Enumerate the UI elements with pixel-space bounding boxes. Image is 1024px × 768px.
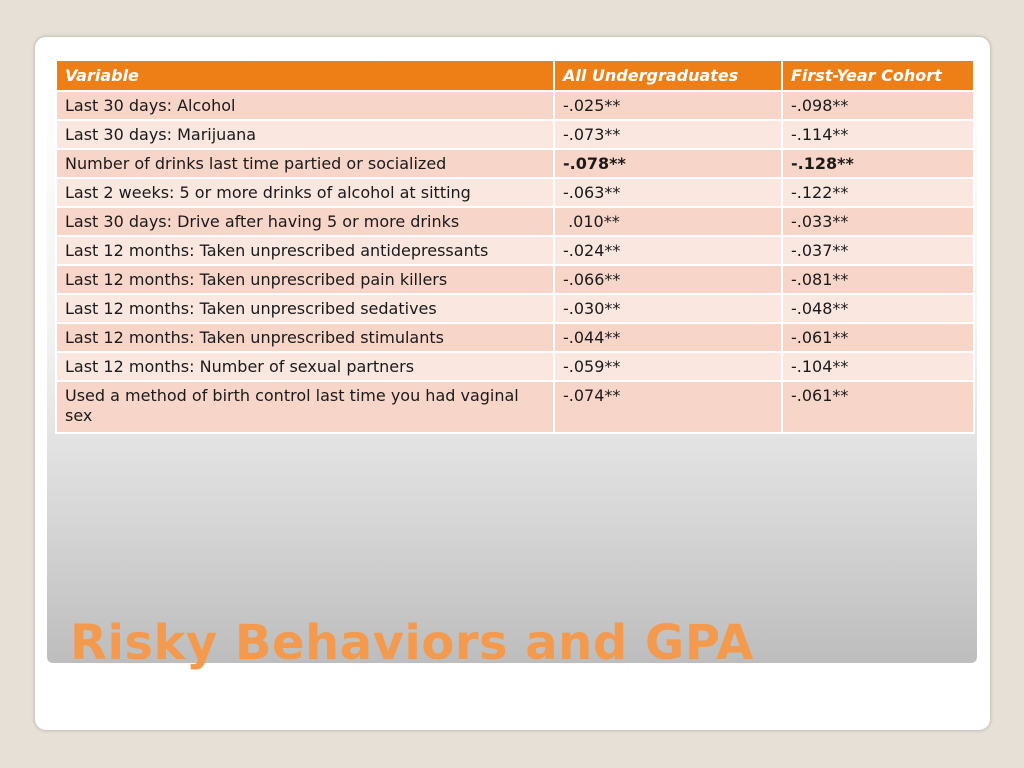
- cell-all-undergraduates: -.030**: [554, 294, 782, 323]
- cell-variable: Last 12 months: Number of sexual partners: [56, 352, 554, 381]
- cell-first-year-cohort: -.061**: [782, 381, 974, 433]
- header-variable: Variable: [56, 60, 554, 91]
- cell-all-undergraduates: -.073**: [554, 120, 782, 149]
- cell-variable: Last 12 months: Taken unprescribed sedatives: [56, 294, 554, 323]
- table-row: [56, 149, 974, 178]
- data-table: [55, 59, 975, 434]
- table-row: [56, 294, 974, 323]
- cell-all-undergraduates: -.044**: [554, 323, 782, 352]
- cell-variable: Last 30 days: Alcohol: [56, 91, 554, 120]
- cell-all-undergraduates: -.024**: [554, 236, 782, 265]
- cell-variable: Last 12 months: Taken unprescribed stimulants: [56, 323, 554, 352]
- cell-first-year-cohort: -.033**: [782, 207, 974, 236]
- cell-first-year-cohort: -.128**: [782, 149, 974, 178]
- cell-variable: Last 2 weeks: 5 or more drinks of alcohol at sitting: [56, 178, 554, 207]
- table-header-row: [56, 60, 974, 91]
- cell-first-year-cohort: -.081**: [782, 265, 974, 294]
- cell-variable: Used a method of birth control last time you had vaginal sex: [56, 381, 554, 433]
- table-row: [56, 178, 974, 207]
- cell-all-undergraduates: .010**: [554, 207, 782, 236]
- cell-first-year-cohort: -.048**: [782, 294, 974, 323]
- table-row: [56, 91, 974, 120]
- table-row: [56, 323, 974, 352]
- table-row: [56, 265, 974, 294]
- cell-variable: Last 30 days: Drive after having 5 or more drinks: [56, 207, 554, 236]
- cell-all-undergraduates: -.059**: [554, 352, 782, 381]
- table-row: [56, 236, 974, 265]
- table-row: [56, 352, 974, 381]
- cell-first-year-cohort: -.114**: [782, 120, 974, 149]
- cell-variable: Number of drinks last time partied or socialized: [56, 149, 554, 178]
- cell-first-year-cohort: -.037**: [782, 236, 974, 265]
- cell-all-undergraduates: -.025**: [554, 91, 782, 120]
- cell-variable: Last 30 days: Marijuana: [56, 120, 554, 149]
- table-row: [56, 381, 974, 433]
- cell-first-year-cohort: -.061**: [782, 323, 974, 352]
- cell-all-undergraduates: -.063**: [554, 178, 782, 207]
- cell-variable: Last 12 months: Taken unprescribed antidepressants: [56, 236, 554, 265]
- header-first-year-cohort: First-Year Cohort: [782, 60, 974, 91]
- cell-all-undergraduates: -.074**: [554, 381, 782, 433]
- slide-title: Risky Behaviors and GPA: [70, 615, 754, 671]
- table-row: [56, 120, 974, 149]
- cell-first-year-cohort: -.098**: [782, 91, 974, 120]
- cell-variable: Last 12 months: Taken unprescribed pain killers: [56, 265, 554, 294]
- cell-first-year-cohort: -.122**: [782, 178, 974, 207]
- table-row: [56, 207, 974, 236]
- cell-first-year-cohort: -.104**: [782, 352, 974, 381]
- cell-all-undergraduates: -.066**: [554, 265, 782, 294]
- header-all-undergraduates: All Undergraduates: [554, 60, 782, 91]
- cell-all-undergraduates: -.078**: [554, 149, 782, 178]
